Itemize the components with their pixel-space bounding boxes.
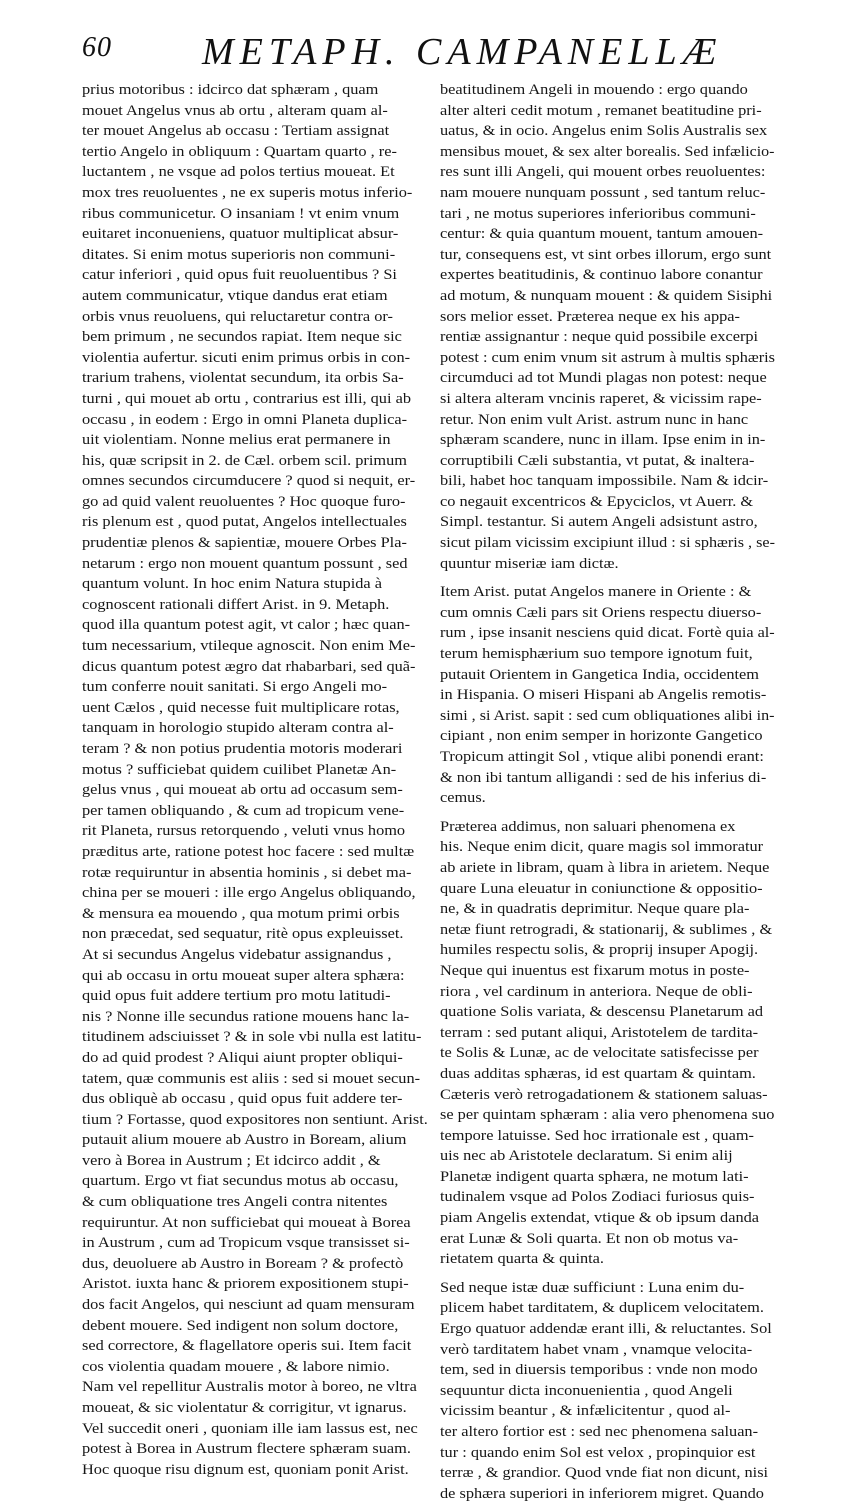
text-line: & cum obliquatione tres Angeli contra nitentes [82,1194,388,1211]
text-line: dus obliquè ab occasu , quid opus fuit addere ter- [82,1091,403,1108]
text-line: quid opus fuit addere tertium pro motu latitudi- [82,988,391,1005]
text-line: prius motoribus : idcirco dat sphæram , quam [82,82,379,98]
text-line: requiruntur. At non sufficiebat qui moueat à Borea [82,1214,411,1231]
text-line: in Austrum , cum ad Tropicum vsque transisset si- [82,1235,410,1252]
text-line: beatitudinem Angeli in mouendo : ergo quando [440,82,748,98]
text-line: sphæram scandere, nunc in illam. Ipse enim in in- [440,432,766,449]
text-line: vero à Borea in Austrum ; Et idcirco addit , & [82,1152,381,1169]
text-line: terram : sed putant aliqui, Aristotelem de tardita- [440,1024,759,1041]
text-line: catur inferiori , quid opus fuit reuoluentibus ? Si [82,267,397,284]
text-line: putauit Orientem in Gangetica India, occidentem [440,666,759,683]
paragraph [440,817,775,1270]
text-line: si altera alteram vncinis raperet, & vicissim rape- [440,390,762,407]
text-line: res sunt illi Angeli, qui mouent orbes reuoluentes: [440,164,766,181]
text-line: ter mouet Angelus ab occasu : Tertiam assignat [82,123,390,140]
text-line: per tamen obliquando , & cum ad tropicum vene- [82,802,405,819]
text-line: sors melior esset. Præterea neque ex his appa- [440,308,740,325]
text-line: vicissim beantur , & infælicitentur , quod al- [440,1403,731,1420]
text-line: ab ariete in libram, quam à libra in arietem. Neque [440,859,770,876]
text-line: Neque qui inuentus est fixarum motus in poste- [440,962,750,979]
text-line: uatus, & in ocio. Angelus enim Solis Australis sex [440,123,768,140]
text-line: tatem, quæ communis est aliis : sed si mouet secun- [82,1070,421,1087]
text-line: Aristot. iuxta hanc & priorem expositionem stupi- [82,1276,409,1293]
page-header [82,30,822,80]
text-line: piam Angelis extendat, vtique & ob ipsum danda [440,1210,760,1227]
text-line: dicus quantum potest ægro dat rhabarbari, sed quã- [82,658,416,675]
text-line: rotæ requiruntur in absentia hominis , si debet ma- [82,864,412,881]
text-line: his. Neque enim dicit, quare magis sol immoratur [440,839,764,856]
text-line: sequuntur dicta inconuenientia , quod Angeli [440,1382,733,1399]
paragraph-gap [440,809,775,817]
text-line: autem communicatur, vtique dandus erat etiam [82,287,388,304]
text-line: orbis vnus reuoluens, qui reluctaretur contra or- [82,308,393,325]
text-line: dus, deuoluere ab Austro in Boream ? & profectò [82,1255,404,1272]
text-line: rit Planeta, rursus retorquendo , veluti vnus homo [82,823,406,840]
text-line: erat Lunæ & Soli quarta. Et non ob motus va- [440,1230,739,1247]
text-line: centur: & quia quantum mouent, tantum amouen- [440,226,764,243]
text-line: mensibus mouet, & sex alter borealis. Sed infælicio- [440,143,775,160]
text-line: teram ? & non potius prudentia motoris moderari [82,741,403,757]
text-line: retur. Non enim vult Arist. astrum nunc in hanc [440,411,749,428]
text-line: nis ? Nonne ille secundus ratione mouens hanc la- [82,1008,410,1025]
text-line: putauit alium mouere ab Austro in Boream, alium [82,1132,407,1149]
text-line: ne, & in quadratis deprimitur. Neque quare pla- [440,901,750,918]
page-number: 60 [82,32,112,63]
text-line: At si secundus Angelus videbatur assignandus , [82,946,392,963]
text-line: titudinem adsciuisset ? & in sole vbi nulla est latitu- [82,1029,422,1046]
text-line: uis nec ab Aristotele declaratum. Si enim alij [440,1148,733,1165]
paragraph-gap [440,1270,775,1278]
text-line: bem primum , ne secundos rapiat. Item neque sic [82,329,402,346]
text-line: corruptibili Cæli substantia, vt putat, & inaltera- [440,452,755,469]
text-line: Planetæ indigent quarta sphæra, ne motum lati- [440,1168,749,1185]
text-line: ris plenum est , quod putat, Angelos intellectuales [82,514,407,531]
text-line: terum hemisphærium suo tempore ignotum fuit, [440,646,753,663]
text-line: se per quintam sphæram : alia vero phenomena suo [440,1107,775,1124]
text-line: tur : quando enim Sol est velox , propinquior est [440,1444,756,1461]
text-line: expertes beatitudinis, & continuo labore conantur [440,267,763,284]
text-line: quare Luna eleuatur in coniunctione & oppositio- [440,880,763,897]
text-line: humiles respectu solis, & proprij insuper Apogij. [440,942,759,959]
text-line: Nam vel repellitur Australis motor à boreo, ne vltra [82,1379,417,1396]
right-column [440,80,775,1504]
text-line: rentiæ assignantur : neque quid possibile excerpi [440,329,759,346]
text-line: netarum : ergo non mouent quantum possunt , sed [82,555,408,572]
paragraph [440,1278,775,1504]
text-line: in Hispania. O miseri Hispani ab Angelis remotis- [440,687,767,704]
text-line: tium ? Fortasse, quod expositores non sentiunt. Arist. [82,1111,428,1128]
text-line: de sphæra superiori in inferiorem migret. Quando [440,1485,764,1502]
text-line: tum necessarium, vtileque agnoscit. Non enim Me- [82,638,416,655]
text-line: trarium trahens, violentat secundum, ita orbis Sa- [82,370,404,387]
text-line: do ad quid prodest ? Aliqui aiunt propter obliqui- [82,1049,403,1066]
text-line: & non ibi tantum alligandi : sed de his inferius di- [440,769,767,786]
text-line: rietatem quarta & quinta. [440,1251,605,1268]
text-line: ditates. Si enim motus superioris non communi- [82,246,396,263]
text-line: sed correctore, & flagellatore operis sui. Item facit [82,1338,412,1355]
text-line: terræ , & grandior. Quod vnde fiat non dicunt, nisi [440,1465,769,1482]
text-line: debent mouere. Sed indigent non solum doctore, [82,1317,399,1334]
text-line: cum omnis Cæli pars sit Oriens respectu diuerso- [440,604,762,621]
text-line: Hoc quoque risu dignum est, quoniam ponit Arist. [82,1461,409,1478]
text-line: bili, habet hoc tanquam impossibile. Nam & idcir- [440,473,769,490]
text-line: ribus communicetur. O insaniam ! vt enim vnum [82,205,400,222]
text-line: turni , qui mouet ab ortu , contrarius est illi, qui ab [82,390,411,407]
text-line: cemus. [440,790,486,807]
text-line: occasu , in eodem : Ergo in omni Planeta duplica- [82,411,408,428]
text-line: non præcedat, sed sequatur, ritè opus expleuisset. [82,926,404,943]
text-line: motus ? sufficiebat quidem cuilibet Planetæ An- [82,761,397,778]
text-line: Sed neque istæ duæ sufficiunt : Luna enim du- [440,1279,745,1296]
text-line: tem, sed in diuersis temporibus : vnde non modo [440,1362,758,1379]
text-line: co negauit excentricos & Epyciclos, vt Auerr. & [440,493,754,510]
text-line: quuntur miseriæ iam dictæ. [440,555,619,572]
text-line: his, quæ scripsit in 2. de Cæl. orbem scil. primum [82,452,407,469]
text-line: Ergo quatuor addendæ erant illi, & reluctantes. Sol [440,1321,772,1338]
text-line: rum , ipse insanit nesciens quid dicat. Fortè quia al- [440,625,775,642]
text-line: netæ fiunt retrogradi, & stationarij, & sublimes , & [440,921,773,938]
text-line: moueat, & sic violentatur & corrigitur, vt ignarus. [82,1400,407,1416]
text-line: quatione Solis variata, & descensu Planetarum ad [440,1004,764,1021]
text-line: te Solis & Lunæ, ac de velocitate satisfecisse per [440,1045,759,1062]
text-line: cos violentia quadam mouere , & labore nimio. [82,1358,390,1375]
text-line: potest à Borea in Austrum flectere sphæram suam. [82,1441,411,1458]
text-line: Tropicum attingit Sol , vtique alibi ponendi erant: [440,749,764,765]
paragraph [440,582,775,809]
text-line: plicem habet tarditatem, & duplicem velocitatem. [440,1300,764,1317]
text-line: duas additas sphæras, id est quartam & quintam. [440,1065,756,1082]
paragraph-gap [440,574,775,582]
text-line: quod illa quantum potest agit, vt calor ; hæc quan- [82,617,411,634]
paragraph [440,80,775,574]
text-line: tum conferre nouit sanitati. Si ergo Angeli mo- [82,679,388,696]
text-line: nam mouere nunquam possunt , sed tantum reluc- [440,184,766,201]
text-line: simi , si Arist. sapit : sed cum obliquationes alibi in- [440,707,775,724]
text-line: Simpl. testantur. Si autem Angeli adsistunt astro, [440,514,758,531]
text-line: omnes secundos circumducere ? quod si nequit, er- [82,473,416,490]
running-title: METAPH. CAMPANELLÆ [202,31,723,73]
text-line: luctantem , ne vsque ad polos tertius moueat. Et [82,164,395,181]
text-line: cipiant , non enim semper in horizonte Gangetico [440,728,763,745]
text-line: tempore latuisse. Sed hoc irrationale est , quam- [440,1127,754,1144]
text-line: tari , ne motus superiores inferioribus communi- [440,205,756,222]
text-line: cognoscent rationali differt Arist. in 9. Metaph. [82,596,390,613]
text-line: qui ab occasu in ortu moueat super altera sphæra: [82,967,405,984]
text-line: potest : cum enim vnum sit astrum à multis sphæris [440,349,775,366]
text-line: & mensura ea mouendo , qua motum primi orbis [82,905,400,922]
text-line: quartum. Ergo vt fiat secundus motus ab occasu, [82,1173,399,1190]
text-line: prudentiæ plenos & sapientiæ, mouere Orbes Pla- [82,535,407,552]
text-line: alter alteri cedit motum , remanet beatitudine pri- [440,102,762,119]
text-line: tur, consequens est, vt sint orbes illorum, ergo sunt [440,246,772,263]
left-column [82,80,428,1480]
text-line: tudinalem vsque ad Polos Zodiaci furiosus quis- [440,1189,755,1206]
text-line: tertio Angelo in obliquum : Quartam quarto , re- [82,143,397,160]
text-line: tanquam in horologio stupido alteram contra al- [82,720,394,737]
text-line: Cæteris verò retrogadationem & stationem saluas- [440,1086,768,1103]
text-line: ter altero fortior est : sed nec phenomena saluan- [440,1424,759,1440]
text-line: Item Arist. putat Angelos manere in Oriente : & [440,584,752,601]
text-line: mox tres reuoluentes , ne ex superis motus inferio- [82,184,413,201]
text-line: verò tarditatem habet vnam , vnamque velocita- [440,1341,753,1358]
text-line: dos facit Angelos, qui nesciunt ad quam mensuram [82,1297,415,1314]
text-line: mouet Angelus vnus ab ortu , alteram quam al- [82,102,388,119]
text-line: circumduci ad tot Mundi plagas non potest: neque [440,370,767,387]
text-line: quantum volunt. In hoc enim Natura stupida à [82,576,382,593]
text-line: Præterea addimus, non saluari phenomena ex [440,818,736,835]
text-line: gelus vnus , qui moueat ab ortu ad occasum sem- [82,782,403,799]
text-line: uit violentiam. Nonne melius erat permanere in [82,432,391,449]
text-line: ad motum, & nunquam mouent : & quidem Sisiphi [440,287,773,304]
text-line: Vel succedit oneri , quoniam ille iam lassus est, nec [82,1420,418,1437]
text-line: go ad quid valent reuoluentes ? Hoc quoque furo- [82,493,406,510]
text-line: riora , vel cardinum in anteriora. Neque de obli- [440,983,753,1000]
text-line: sicut pilam vicissim excipiunt illud : si sphæris , se- [440,535,775,552]
text-line: præditus arte, ratione potest hoc facere : sed multæ [82,843,415,860]
text-line: uent Cælos , quid necesse fuit multiplicare rotas, [82,699,400,716]
text-line: china per se moueri : ille ergo Angelus obliquando, [82,885,416,902]
text-line: violentia aufertur. sicuti enim primus orbis in con- [82,349,411,366]
text-line: euitaret inconueniens, quatuor multiplicat absur- [82,226,399,243]
